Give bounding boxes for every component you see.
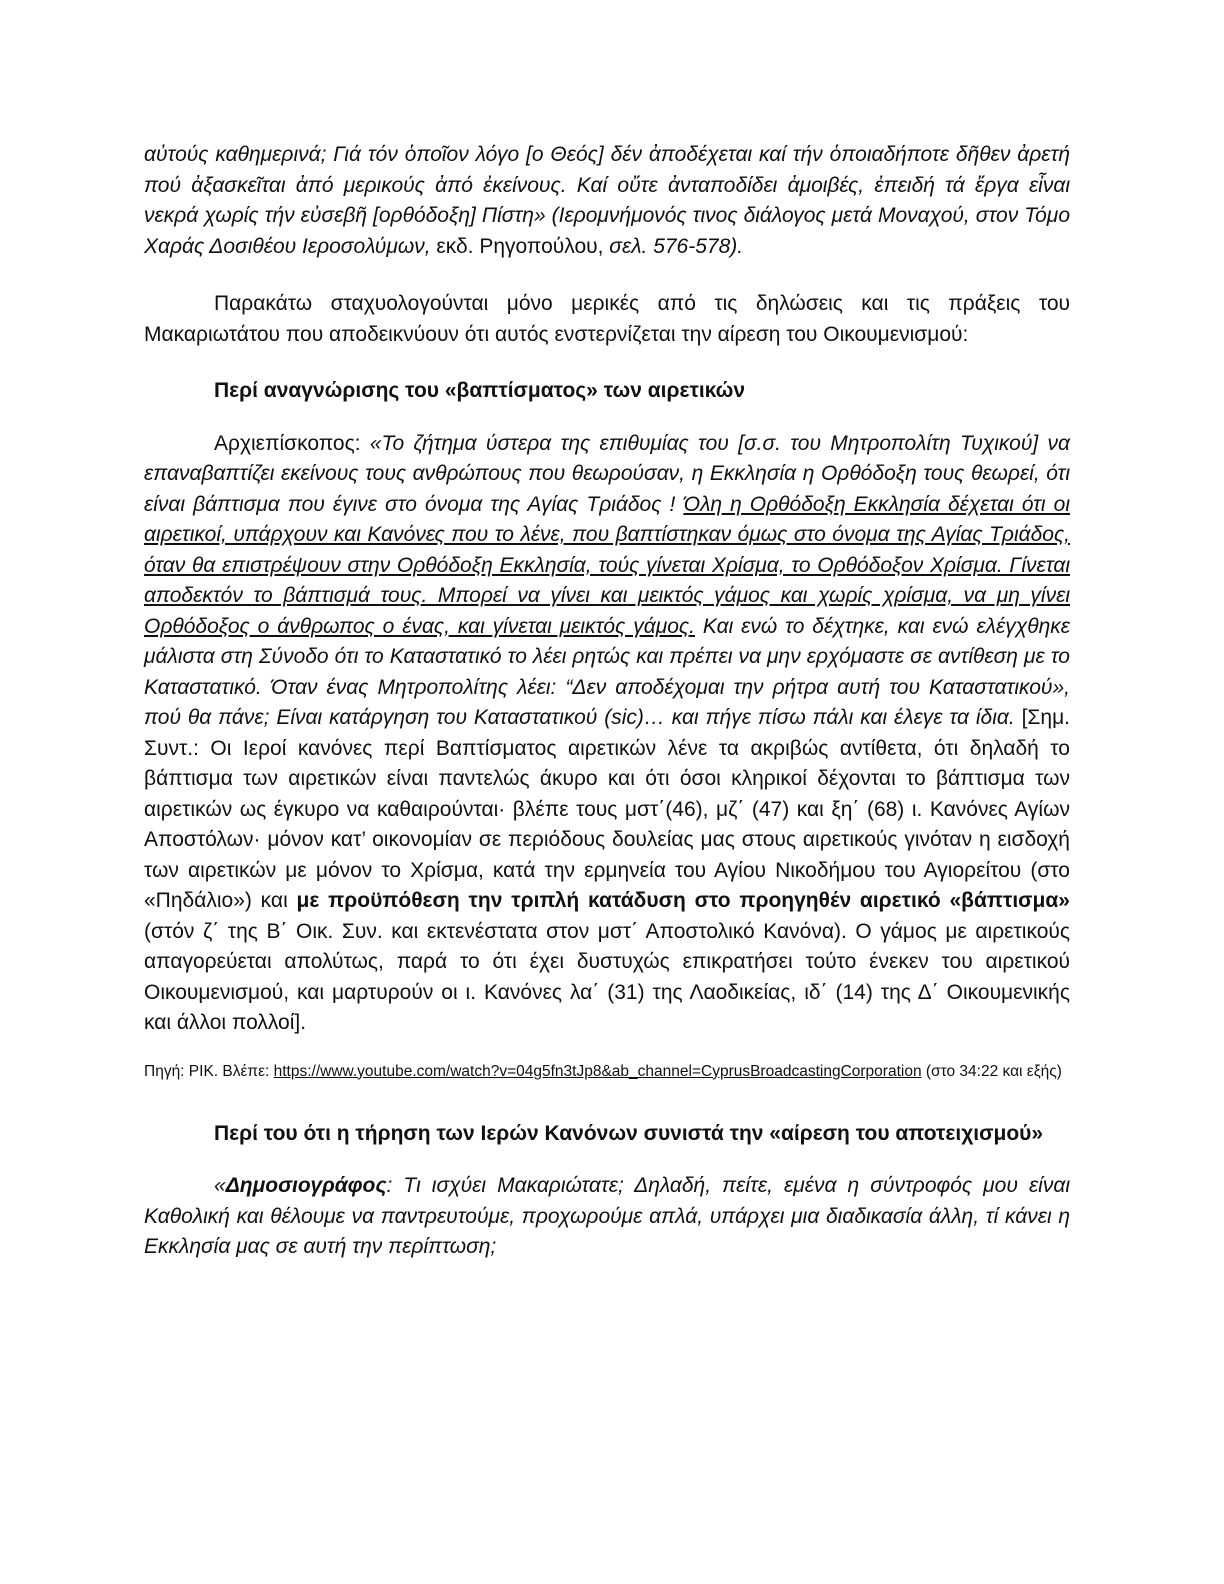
document-page xyxy=(144,140,1070,1263)
intro-quote-italic-1: αὐτούς καθημερινά; Γιά τόν ὁποῖον λόγο [ο Θεός] δέν ἀποδέχεται καί τήν ὁποιαδήποτε δῆθεν ἀρετή πού ἀξασκεῖται ἀπό μερικούς ἀπό ἐκείνους. Καί οὔτε ἀνταποδίδει ἀμοιβές, ἐπειδή τά ἔργα εἶναι νεκρά χωρίς τήν εὐσεβῆ [ορθόδοξη] Πίστη» (Ιερομνήμονός τινος διάλογος μετά Μοναχού, στον Τόμο Χαράς Δοσιθέου Ιεροσολύμων, xyxy=(144,143,1070,258)
archbishop-quote-underlined: Όλη η Ορθόδοξη Εκκλησία δέχεται ότι οι αιρετικοί, υπάρχουν και Κανόνες που το λένε, που βαπτίστηκαν όμως στο όνομα της Αγίας Τριάδος, όταν θα επιστρέψουν στην Ορθόδοξη Εκκλησία, τούς γίνεται Χρίσμα, το Ορθόδοξον Χρίσμα. Γίνεται αποδεκτόν το βάπτισμά τους. Μπορεί να γίνει και μεικτός γάμος και χωρίς χρίσμα, να μη γίνει Ορθόδοξος ο άνθρωπος ο ένας, και γίνεται μεικτός γάμος. xyxy=(144,492,1070,638)
journalist-speaker: Δημοσιογράφος xyxy=(225,1174,387,1197)
intro-quote-paragraph xyxy=(144,140,1070,262)
journalist-paragraph xyxy=(144,1171,1070,1263)
editor-note-2: (στόν ζ΄ της Β΄ Οικ. Συν. και εκτενέστατα στον μστ΄ Αποστολικό Κανόνα). Ο γάμος με αιρετικούς απαγορεύεται απολύτως, παρά το ότι έχει δυστυχώς επικρατήσει τούτο ένεκεν του αιρετικού Οικουμενισμού, και μαρτυρούν οι ι. Κανόνες λα΄ (31) της Λαοδικείας, ιδ΄ (14) της Δ΄ Οικουμενικής και άλλοι πολλοί]. xyxy=(144,919,1070,1034)
journalist-open-quote: « xyxy=(214,1174,226,1197)
intro-paragraph: Παρακάτω σταχυολογούνται μόνο μερικές από τις δηλώσεις και τις πράξεις του Μακαριωτάτου που αποδεικνύουν ότι αυτός ενστερνίζεται την αίρεση του Οικουμενισμού: xyxy=(144,292,1070,346)
source-link[interactable]: https://www.youtube.com/watch?v=04g5fn3tJp8&ab_channel=CyprusBroadcastingCorporation xyxy=(273,1062,922,1080)
source-prefix: Πηγή: ΡΙΚ. Βλέπε: xyxy=(144,1062,274,1080)
intro-quote-edition: εκδ. Ρηγοπούλου, xyxy=(430,234,610,258)
section-heading-apoteichismos: Περί του ότι η τήρηση των Ιερών Κανόνων συνιστά την «αίρεση του αποτειχισμού» xyxy=(214,1121,1044,1145)
editor-note-bold: με προϋπόθεση την τριπλή κατάδυση στο προηγηθέν αιρετικό «βάπτισμα» xyxy=(296,889,1070,912)
source-citation xyxy=(144,1061,1070,1083)
archbishop-speaker: Αρχιεπίσκοπος: xyxy=(214,431,370,455)
editor-note-1: [Σημ. Συντ.: Οι Ιεροί κανόνες περί Βαπτίσματος αιρετικών λένε τα ακριβώς αντίθετα, ότι δηλαδή το βάπτισμα των αιρετικών είναι παντελώς άκυρο και ότι όσοι κληρικοί δέχονται το βάπτισμα των αιρετικών ως έγκυρο να καθαιρούνται· βλέπε τους μστ΄(46), μζ΄ (47) και ξη΄ (68) ι. Κανόνες Αγίων Αποστόλων· μόνον κατ’ οικονομίαν σε περιόδους δουλείας μας στους αιρετικούς γινόταν η εισδοχή των αιρετικών με μόνον το Χρίσμα, κατά την ερμηνεία του Αγίου Νικοδήμου του Αγιορείτου (στο «Πηδάλιο») και xyxy=(144,706,1070,912)
archbishop-paragraph xyxy=(144,429,1070,1039)
source-suffix: (στο 34:22 και εξής) xyxy=(921,1062,1062,1080)
section-heading-baptism: Περί αναγνώρισης του «βαπτίσματος» των αιρετικών xyxy=(214,379,746,402)
intro-quote-italic-2: σελ. 576-578). xyxy=(609,234,744,258)
archbishop-quote-italic-1: «Το ζήτημα ύστερα της επιθυμίας του [σ.σ. του Μητροπολίτη Τυχικού] να επαναβαπτίζει εκείνους τους ανθρώπους που θεωρούσαν, η Εκκλησία η Ορθόδοξη τους θεωρεί, ότι είναι βάπτισμα που έγινε στο όνομα της Αγίας Τριάδος ! xyxy=(144,431,1070,516)
archbishop-quote-italic-2: Και ενώ το δέχτηκε, και ενώ ελέγχθηκε μάλιστα στη Σύνοδο ότι το Καταστατικό το λέει ρητώς και πρέπει να μην ερχόμαστε σε αντίθεση με το Καταστατικό. Όταν ένας Μητροπολίτης λέει: “Δεν αποδέχομαι την ρήτρα αυτή του Καταστατικού», πού θα πάνε; Είναι κατάργηση του Καταστατικού (sic)… και πήγε πίσω πάλι και έλεγε τα ίδια. xyxy=(144,614,1070,729)
journalist-question: : Τι ισχύει Μακαριώτατε; Δηλαδή, πείτε, εμένα η σύντροφός μου είναι Καθολική και θέλουμε να παντρευτούμε, προχωρούμε απλά, υπάρχει μια διαδικασία άλλη, τί κάνει η Εκκλησία μας σε αυτή την περίπτωση; xyxy=(144,1174,1070,1258)
